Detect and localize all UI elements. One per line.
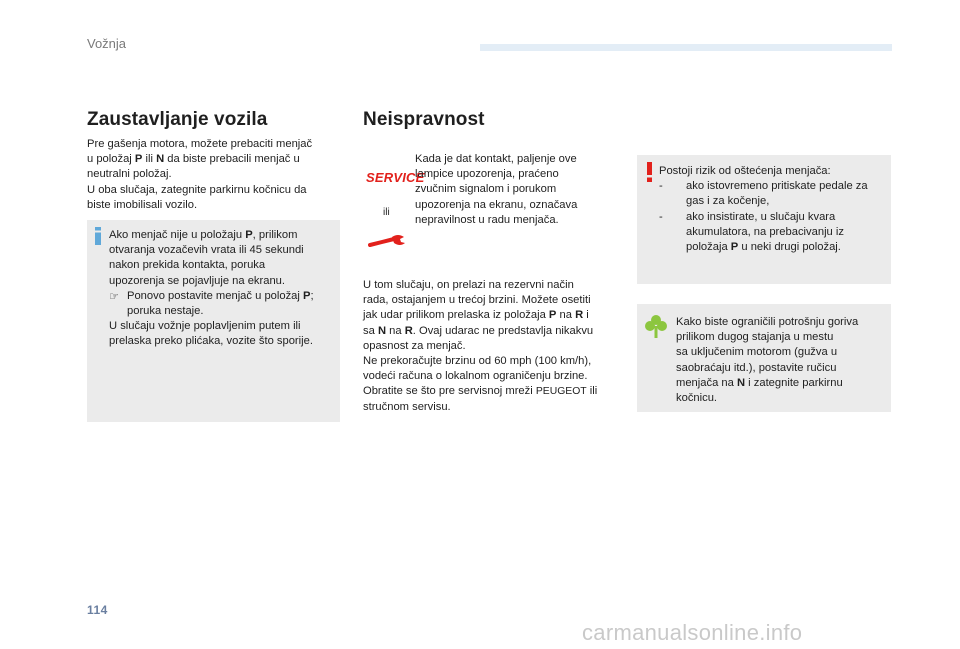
info-box-text: Ako menjač nije u položaju P, prilikom otvaranja vozačevih vrata ili 45 sekundi nakon prekida kontakta, poruka upozorenja se pojavljuje na ekranu. ☞ Ponovo postavite menjač u položaj P; poruka nestaje. U slučaju vožnje poplavljenim putem ili prelaska preko plićaka, vozite što sporije. <box>109 229 314 348</box>
heading-stopping: Zaustavljanje vozila <box>87 109 268 130</box>
arrow-bullet-icon: ☞ <box>109 289 120 303</box>
section-title: Vožnja <box>87 36 127 51</box>
warning-box-text: Postoji rizik od oštećenja menjača: - ako istovremeno pritiskate pedale za gas i za kočenje, - ako insistirate, u slučaju kvara akumulatora, na prebacivanju iz položaja P u neki drugi položaj. <box>659 165 868 254</box>
malfunction-paragraph: U tom slučaju, on prelazi na rezervni način rada, ostajanjem u trećoj brzini. Možete osetiti jak udar prilikom prelaska iz položaja P na R i sa N na R. Ovaj udarac ne predstavlja nikakvu opasnost za menjač. Ne prekoračujte brzinu od 60 mph (100 km/h), vodeći računa o lokalnom ograničenju brzine. Obratite se što pre servisnoj mreži PEUGEOT ili stručnom servisu. <box>363 279 598 413</box>
service-warning-lamp: SERVICE <box>366 170 425 185</box>
exclamation-icon <box>645 162 654 182</box>
eco-box-text: Kako biste ograničili potrošnju goriva prilikom dugog stajanja u mestu sa uključenim motorom (gužva u saobraćaju itd.), postavite ručicu menjača na N i zategnite parkirnu kočnicu. <box>676 316 859 405</box>
warning-lamp-description: Kada je dat kontakt, paljenje ove lampice upozorenja, praćeno zvučnim signalom i porukom upozorenja na ekranu, označava nepravilnost u radu menjača. <box>415 153 578 226</box>
or-label: ili <box>383 207 390 218</box>
header-accent-bar <box>480 44 892 51</box>
heading-malfunction: Neispravnost <box>363 109 485 130</box>
page-number: 114 <box>87 603 108 617</box>
watermark: carmanualsonline.info <box>582 620 803 645</box>
info-icon <box>93 227 103 245</box>
eco-tree-icon <box>644 314 668 338</box>
wrench-icon <box>368 234 408 248</box>
intro-paragraph: Pre gašenja motora, možete prebaciti menjač u položaj P ili N da biste prebacili menjač u neutralni položaj. U oba slučaja, zategnite parkirnu kočnicu da biste imobilisali vozilo. <box>87 138 313 211</box>
